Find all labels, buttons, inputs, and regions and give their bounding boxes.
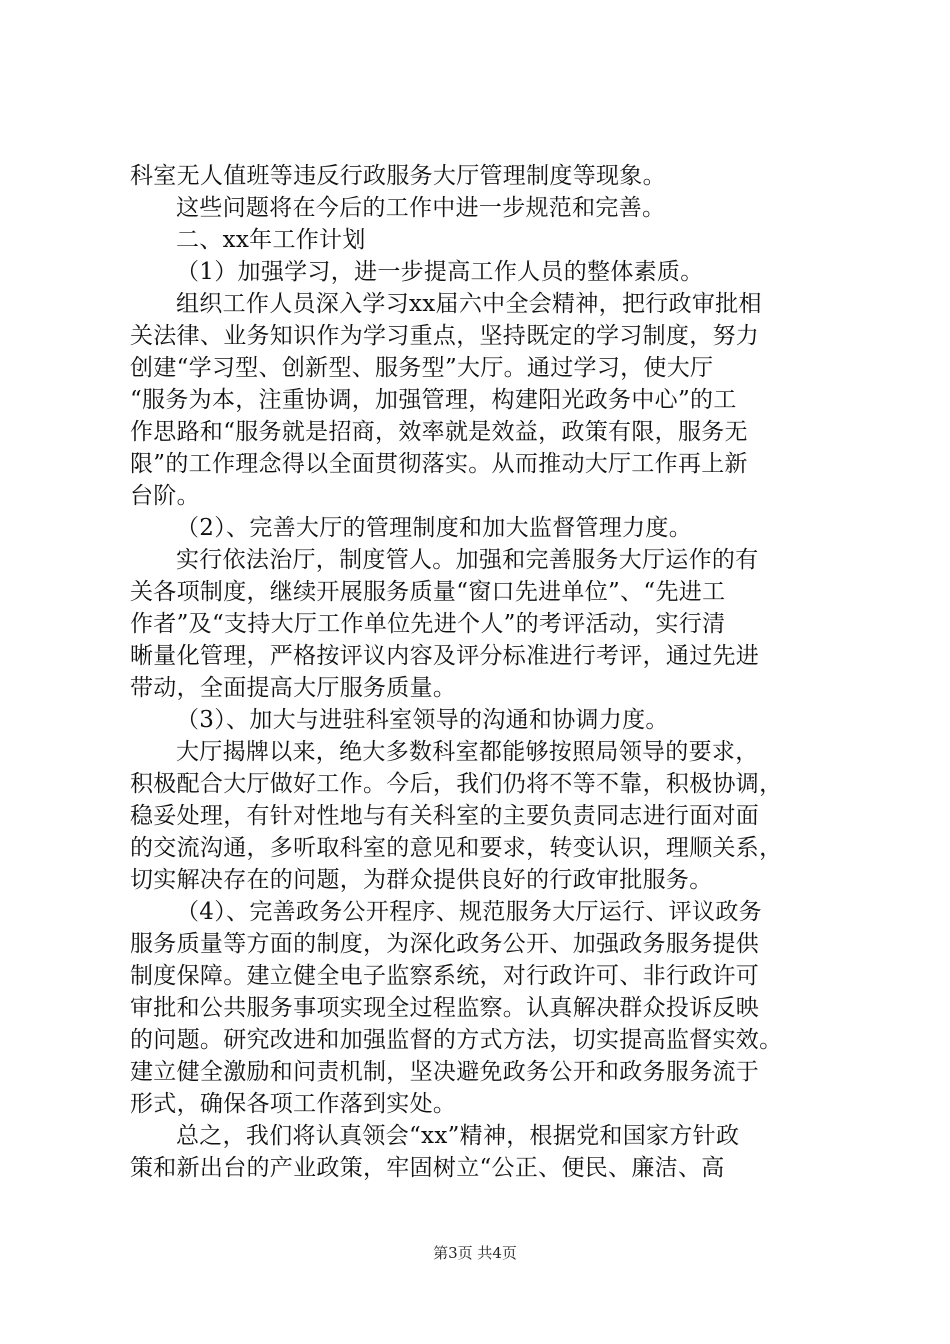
text-line: 限”的工作理念得以全面贯彻落实。从而推动大厅工作再上新 [130, 451, 748, 477]
text-line: 科室无人值班等违反行政服务大厅管理制度等现象。 [130, 163, 666, 189]
body-text [130, 160, 835, 1184]
text-line: 关各项制度，继续开展服务质量“窗口先进单位”、“先进工 [130, 579, 726, 605]
text-line: 创建“学习型、创新型、服务型”大厅。通过学习，使大厅 [130, 355, 714, 381]
text-line: 的问题。研究改进和加强监督的方式方法，切实提高监督实效。 [130, 1027, 783, 1053]
text-line: 组织工作人员深入学习xx届六中全会精神，把行政审批相 [176, 291, 762, 317]
subsection-heading: （3）、加大与进驻科室领导的沟通和协调力度。 [176, 707, 669, 733]
text-line: 关法律、业务知识作为学习重点，坚持既定的学习制度，努力 [130, 323, 760, 349]
text-line: “服务为本，注重协调，加强管理，构建阳光政务中心”的工 [130, 387, 737, 413]
text-line: 制度保障。建立健全电子监察系统，对行政许可、非行政许可 [130, 963, 760, 989]
text-line: 晰量化管理，严格按评议内容及评分标准进行考评，通过先进 [130, 643, 760, 669]
text-line: 带动，全面提高大厅服务质量。 [130, 675, 457, 701]
text-line: 这些问题将在今后的工作中进一步规范和完善。 [176, 195, 666, 221]
text-line: 建立健全激励和问责机制，坚决避免政务公开和政务服务流于 [130, 1059, 760, 1085]
text-line: 形式，确保各项工作落到实处。 [130, 1091, 457, 1117]
page-number-footer: 第3页 共4页 [433, 1244, 517, 1262]
text-line: 实行依法治厅，制度管人。加强和完善服务大厅运作的有 [176, 547, 759, 573]
text-line: 总之，我们将认真领会“xx”精神，根据党和国家方针政 [176, 1123, 740, 1149]
text-line: 作者”及“支持大厅工作单位先进个人”的考评活动，实行清 [130, 611, 726, 637]
subsection-heading: （1）加强学习，进一步提高工作人员的整体素质。 [176, 259, 704, 285]
text-line: 台阶。 [130, 483, 200, 509]
text-line: 大厅揭牌以来，绝大多数科室都能够按照局领导的要求， [176, 739, 759, 765]
text-line: 的交流沟通，多听取科室的意见和要求，转变认识，理顺关系， [130, 835, 783, 861]
text-line: 稳妥处理，有针对性地与有关科室的主要负责同志进行面对面 [130, 803, 760, 829]
text-line: 切实解决存在的问题，为群众提供良好的行政审批服务。 [130, 867, 713, 893]
text-line: 积极配合大厅做好工作。今后，我们仍将不等不靠，积极协调， [130, 771, 783, 797]
section-heading: 二、xx年工作计划 [176, 227, 366, 253]
text-line: 服务质量等方面的制度，为深化政务公开、加强政务服务提供 [130, 931, 760, 957]
subsection-heading: （2）、完善大厅的管理制度和加大监督管理力度。 [176, 515, 693, 541]
text-line: 策和新出台的产业政策，牢固树立“公正、便民、廉洁、高 [130, 1155, 725, 1181]
subsection-heading: （4）、完善政务公开程序、规范服务大厅运行、评议政务 [176, 899, 762, 925]
text-line: 作思路和“服务就是招商，效率就是效益，政策有限，服务无 [130, 419, 748, 445]
text-line: 审批和公共服务事项实现全过程监察。认真解决群众投诉反映 [130, 995, 760, 1021]
